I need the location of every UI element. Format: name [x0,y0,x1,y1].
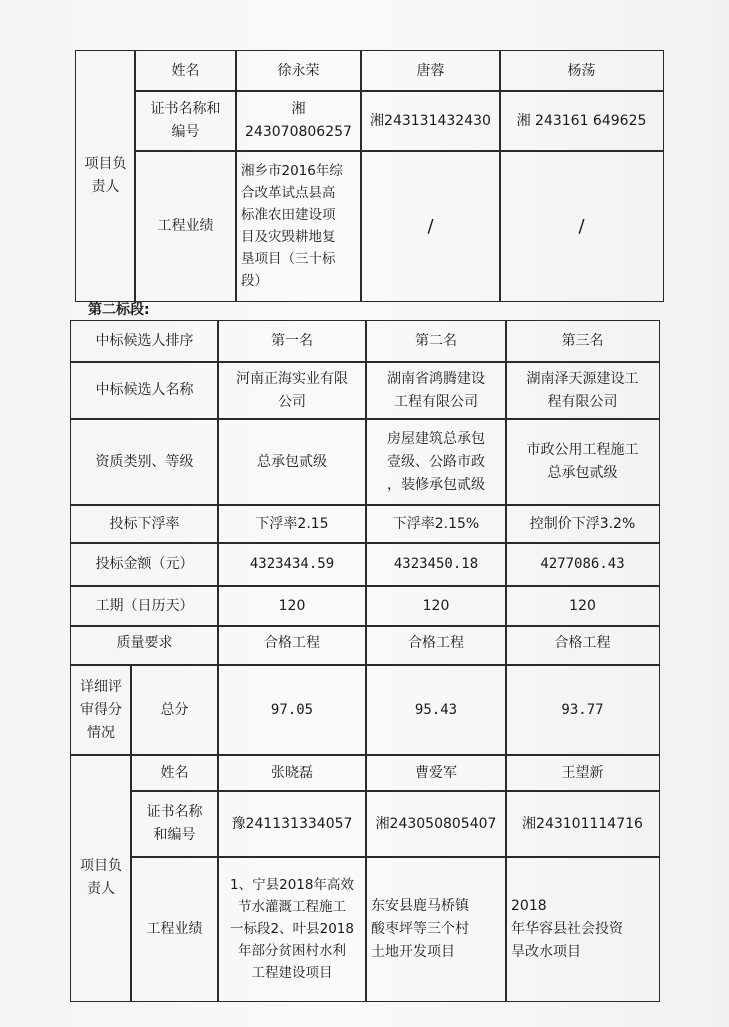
candidate-2-name: 唐蓉 [360,50,501,92]
candidate-2-total: 95.43 [365,664,507,756]
candidate-2-leader-cert: 湘243050805407 [365,790,507,858]
perf-label-2: 工程业绩 [130,856,219,1002]
candidate-2-leader-perf: 东安县鹿马桥镇 酸枣坪等三个村 土地开发项目 [365,856,507,1002]
period-label: 工期（日历天） [70,585,219,627]
section-title: 第二标段: [88,302,150,318]
eval-label: 详细评 审得分 情况 [70,664,132,756]
candidate-1-rate: 下浮率2.15 [217,504,367,544]
candidate-1-leader-cert: 豫241131334057 [217,790,367,858]
candidate-1-leader-perf: 1、宁县2018年高效 节水灌溉工程施工 一标段2、叶县2018 年部分贫困村水利 工程建设项目 [217,856,367,1002]
candidate-1-period: 120 [217,585,367,627]
candidate-1-quality: 合格工程 [217,625,367,666]
amount-label: 投标金额（元） [70,542,219,587]
company-label: 中标候选人名称 [70,361,219,420]
qual-label: 资质类别、等级 [70,418,219,506]
total-label: 总分 [130,664,219,756]
candidate-3-quality: 合格工程 [505,625,660,666]
candidate-1-perf: 湘乡市2016年综 合改革试点县高 标准农田建设项 目及灾毁耕地复 垦项目（三十标 段） [235,150,362,302]
candidate-3-total: 93.77 [505,664,660,756]
candidate-3-leader-cert: 湘243101114716 [505,790,660,858]
candidate-1-rank: 第一名 [217,320,367,363]
candidate-2-quality: 合格工程 [365,625,507,666]
name-label: 姓名 [134,50,237,92]
candidate-3-leader-name: 王望新 [505,754,660,792]
leader-label: 项目负 责人 [75,50,136,302]
candidate-3-period: 120 [505,585,660,627]
candidate-2-leader-name: 曹爱军 [365,754,507,792]
candidate-2-rank: 第二名 [365,320,507,363]
candidate-2-perf: / [360,150,501,302]
candidate-2-cert: 湘243131432430 [360,90,501,152]
candidate-3-company: 湖南泽天源建设工 程有限公司 [505,361,660,420]
candidate-1-total: 97.05 [217,664,367,756]
rate-label: 投标下浮率 [70,504,219,544]
candidate-3-leader-perf: 2018 年华容县社会投资 旱改水项目 [505,856,660,1002]
candidate-3-rank: 第三名 [505,320,660,363]
candidate-3-rate: 控制价下浮3.2% [505,504,660,544]
candidate-3-qual: 市政公用工程施工 总承包贰级 [505,418,660,506]
candidate-2-period: 120 [365,585,507,627]
perf-label: 工程业绩 [134,150,237,302]
leader-label-2: 项目负 责人 [70,754,132,1002]
cert-label-2: 证书名称 和编号 [130,790,219,858]
candidate-1-amount: 4323434.59 [217,542,367,587]
cert-label: 证书名称和 编号 [134,90,237,152]
quality-label: 质量要求 [70,625,219,666]
candidate-1-leader-name: 张晓磊 [217,754,367,792]
candidate-3-amount: 4277086.43 [505,542,660,587]
candidate-1-name: 徐永荣 [235,50,362,92]
candidate-1-company: 河南正海实业有限 公司 [217,361,367,420]
candidate-3-cert: 湘 243161 649625 [499,90,664,152]
candidate-2-amount: 4323450.18 [365,542,507,587]
rank-label: 中标候选人排序 [70,320,219,363]
candidate-2-qual: 房屋建筑总承包 壹级、公路市政 ，装修承包贰级 [365,418,507,506]
candidate-2-company: 湖南省鸿腾建设 工程有限公司 [365,361,507,420]
candidate-3-perf: / [499,150,664,302]
candidate-1-cert: 湘243070806257 [235,90,362,152]
candidate-3-name: 杨荡 [499,50,664,92]
candidate-2-rate: 下浮率2.15% [365,504,507,544]
name-label-2: 姓名 [130,754,219,792]
candidate-1-qual: 总承包贰级 [217,418,367,506]
